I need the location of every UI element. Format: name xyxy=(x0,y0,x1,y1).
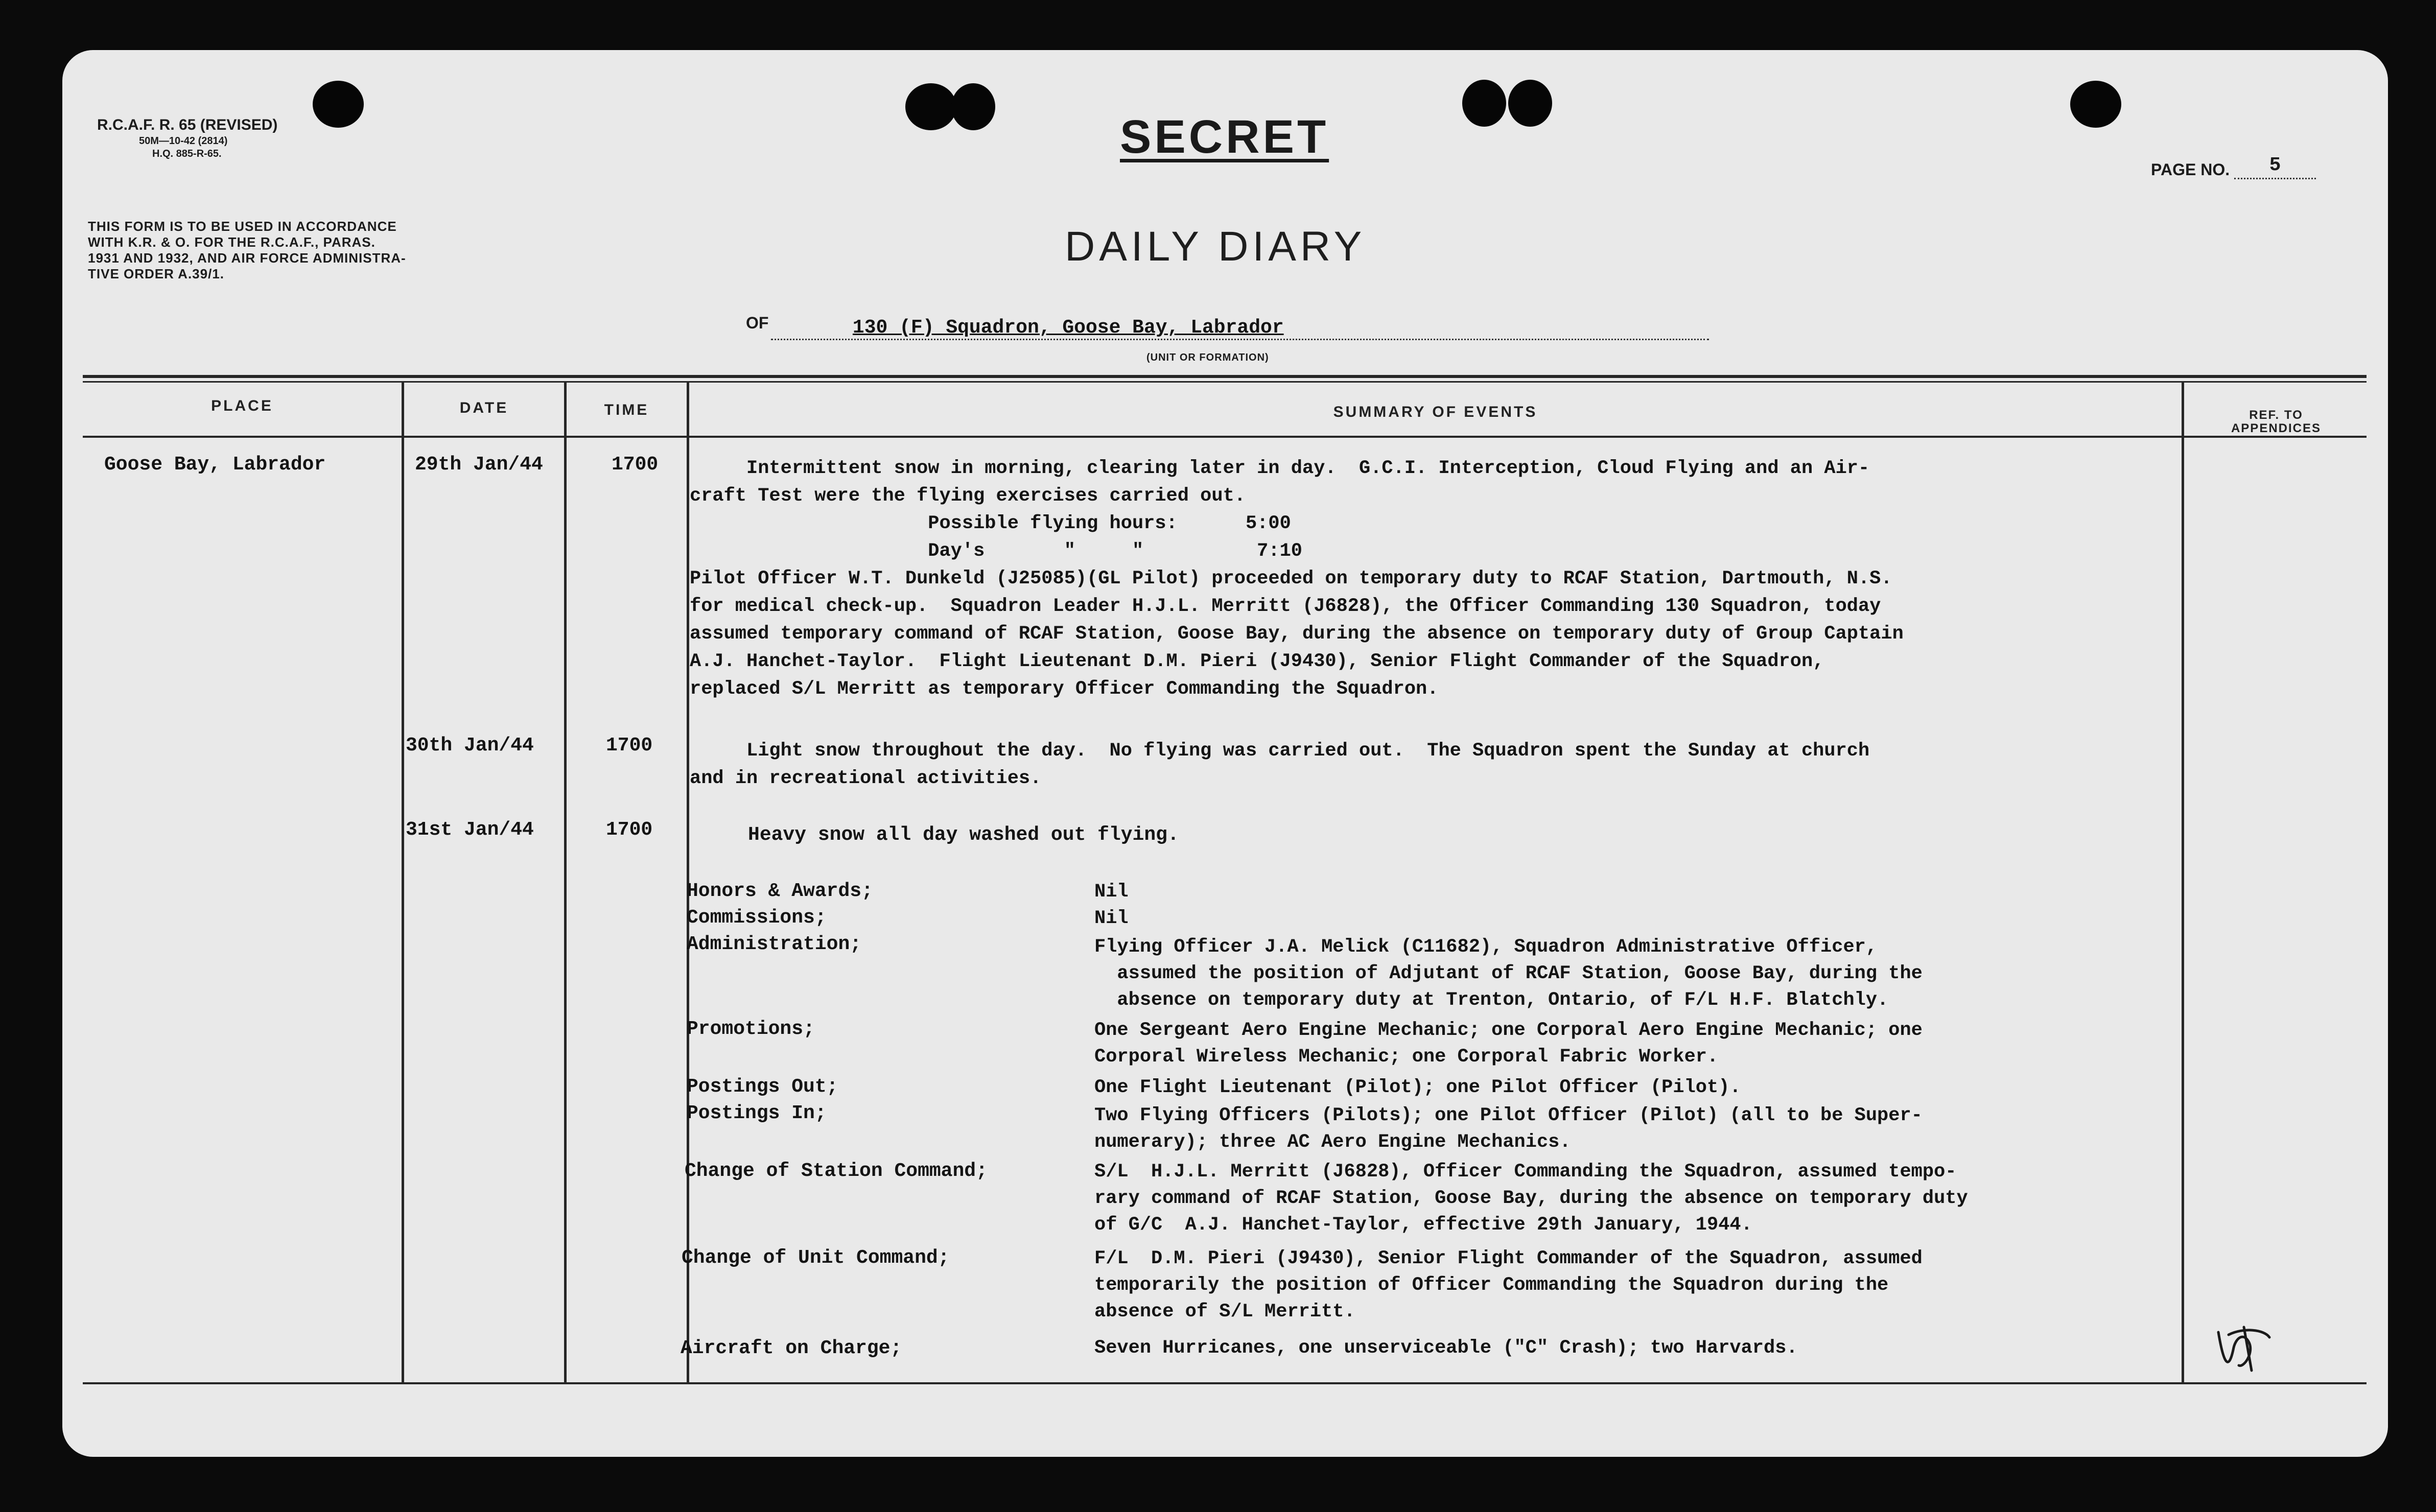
punch-hole xyxy=(2070,81,2121,128)
of-label: OF xyxy=(746,314,769,332)
form-ref-line: H.Q. 885-R-65. xyxy=(152,148,222,159)
table-top-rule xyxy=(83,381,2367,383)
column-header-summary: SUMMARY OF EVENTS xyxy=(1333,404,1538,420)
entry-date: 31st Jan/44 xyxy=(406,819,534,841)
summary-label: Change of Unit Command; xyxy=(682,1247,950,1269)
column-header-appendices-line: APPENDICES xyxy=(2231,421,2322,435)
column-divider xyxy=(402,381,404,1383)
summary-value: Nil xyxy=(1094,908,1129,929)
column-header-date: DATE xyxy=(459,399,509,416)
entry-time: 1700 xyxy=(612,454,659,476)
punch-hole xyxy=(1462,80,1506,127)
unit-caption: (UNIT OR FORMATION) xyxy=(1146,352,1269,363)
unit-field xyxy=(746,314,1709,340)
entry-summary: Intermittent snow in morning, clearing later in day. G.C.I. Interception, Cloud Flying and an Air- craft Test were the flying exercises carried out. Possible flying hours: 5:00 Day's " " 7:10 Pilot Officer W.T. Dunkeld (J25085)(GL Pilot) proceeded on temporary duty to RCAF Station, Dartmouth, N.S. for medical check-up. Squadron Leader H.J.L. Merritt (J6828), the Officer Commanding 130 Squadron, today assumed temporary command of RCAF Station, Goose Bay, during the absence on temporary duty of Group Captain A.J. Hanchet-Taylor. Flight Lieutenant D.M. Pieri (J9430), Senior Flight Commander of the Squadron, replaced S/L Merritt as temporary Officer Commanding the Squadron. xyxy=(690,458,1904,700)
entry-summary: Heavy snow all day washed out flying. xyxy=(690,824,1179,846)
summary-value: Nil xyxy=(1094,881,1129,903)
entry-date: 29th Jan/44 xyxy=(415,454,543,476)
unit-name: 130 (F) Squadron, Goose Bay, Labrador xyxy=(771,317,1709,340)
usage-note-line: TIVE ORDER A.39/1. xyxy=(88,266,224,281)
summary-label: Honors & Awards; xyxy=(687,880,873,902)
form-ref-line: R.C.A.F. R. 65 (REVISED) xyxy=(97,116,278,133)
column-divider xyxy=(2182,381,2184,1383)
punch-hole xyxy=(313,81,364,128)
summary-value: One Flight Lieutenant (Pilot); one Pilot Officer (Pilot). xyxy=(1094,1077,1741,1098)
usage-note xyxy=(88,219,406,282)
summary-label: Change of Station Command; xyxy=(685,1160,988,1182)
summary-label: Commissions; xyxy=(687,907,827,929)
entry-summary: Light snow throughout the day. No flying was carried out. The Squadron spent the Sunday at church and in recreational activities. xyxy=(690,740,1870,789)
summary-value: F/L D.M. Pieri (J9430), Senior Flight Commander of the Squadron, assumed temporarily the position of Officer Commanding the Squadron during the absence of S/L Merritt. xyxy=(1094,1248,1923,1322)
column-header-appendices-line: REF. TO xyxy=(2249,408,2303,422)
summary-label: Aircraft on Charge; xyxy=(681,1337,902,1359)
entry-time: 1700 xyxy=(606,735,653,757)
page-label: PAGE NO. xyxy=(2151,160,2230,179)
summary-value: S/L H.J.L. Merritt (J6828), Officer Commanding the Squadron, assumed tempo- rary command of RCAF Station, Goose Bay, during the absence on temporary duty of G/C A.J. Hanchet-Taylor, effective 29th January, 1944. xyxy=(1094,1161,1968,1236)
table-top-rule xyxy=(83,375,2367,378)
summary-value: Two Flying Officers (Pilots); one Pilot Officer (Pilot) (all to be Super- numerary); three AC Aero Engine Mechanics. xyxy=(1094,1105,1923,1153)
table-bottom-rule xyxy=(83,1382,2367,1384)
usage-note-line: THIS FORM IS TO BE USED IN ACCORDANCE xyxy=(88,219,397,234)
classification-stamp: SECRET xyxy=(1120,111,1329,163)
column-divider xyxy=(564,381,567,1383)
column-header-place: PLACE xyxy=(211,397,273,414)
entry-place: Goose Bay, Labrador xyxy=(104,454,326,476)
column-header-appendices xyxy=(2184,409,2368,435)
form-ref-line: 50M—10-42 (2814) xyxy=(139,135,228,147)
header-bottom-rule xyxy=(83,436,2367,438)
summary-label: Promotions; xyxy=(687,1018,815,1040)
summary-value: Flying Officer J.A. Melick (C11682), Squadron Administrative Officer, assumed the position of Adjutant of RCAF Station, Goose Bay, during the absence on temporary duty at Trenton, Ontario, of F/L H.F. Blatchly. xyxy=(1094,936,1923,1011)
usage-note-line: 1931 AND 1932, AND AIR FORCE ADMINISTRA- xyxy=(88,250,406,266)
punch-hole xyxy=(1508,80,1552,127)
form-reference xyxy=(97,115,277,160)
summary-value: Seven Hurricanes, one unserviceable ("C" Crash); two Harvards. xyxy=(1094,1337,1798,1359)
diary-form-card xyxy=(62,50,2388,1457)
summary-label: Postings Out; xyxy=(687,1076,838,1098)
page-number-field xyxy=(2151,154,2316,184)
column-header-time: TIME xyxy=(604,401,649,418)
entry-date: 30th Jan/44 xyxy=(406,735,534,757)
entry-time: 1700 xyxy=(606,819,653,841)
summary-label: Postings In; xyxy=(687,1102,827,1124)
summary-value: One Sergeant Aero Engine Mechanic; one Corporal Aero Engine Mechanic; one Corporal Wireless Mechanic; one Corporal Fabric Worker. xyxy=(1094,1020,1923,1068)
page-title: DAILY DIARY xyxy=(1065,223,1366,270)
summary-label: Administration; xyxy=(687,933,862,955)
page-number: 5 xyxy=(2234,153,2316,179)
punch-hole xyxy=(951,83,995,130)
punch-hole xyxy=(905,83,956,130)
handwritten-initials xyxy=(2208,1317,2280,1378)
usage-note-line: WITH K.R. & O. FOR THE R.C.A.F., PARAS. xyxy=(88,234,376,250)
